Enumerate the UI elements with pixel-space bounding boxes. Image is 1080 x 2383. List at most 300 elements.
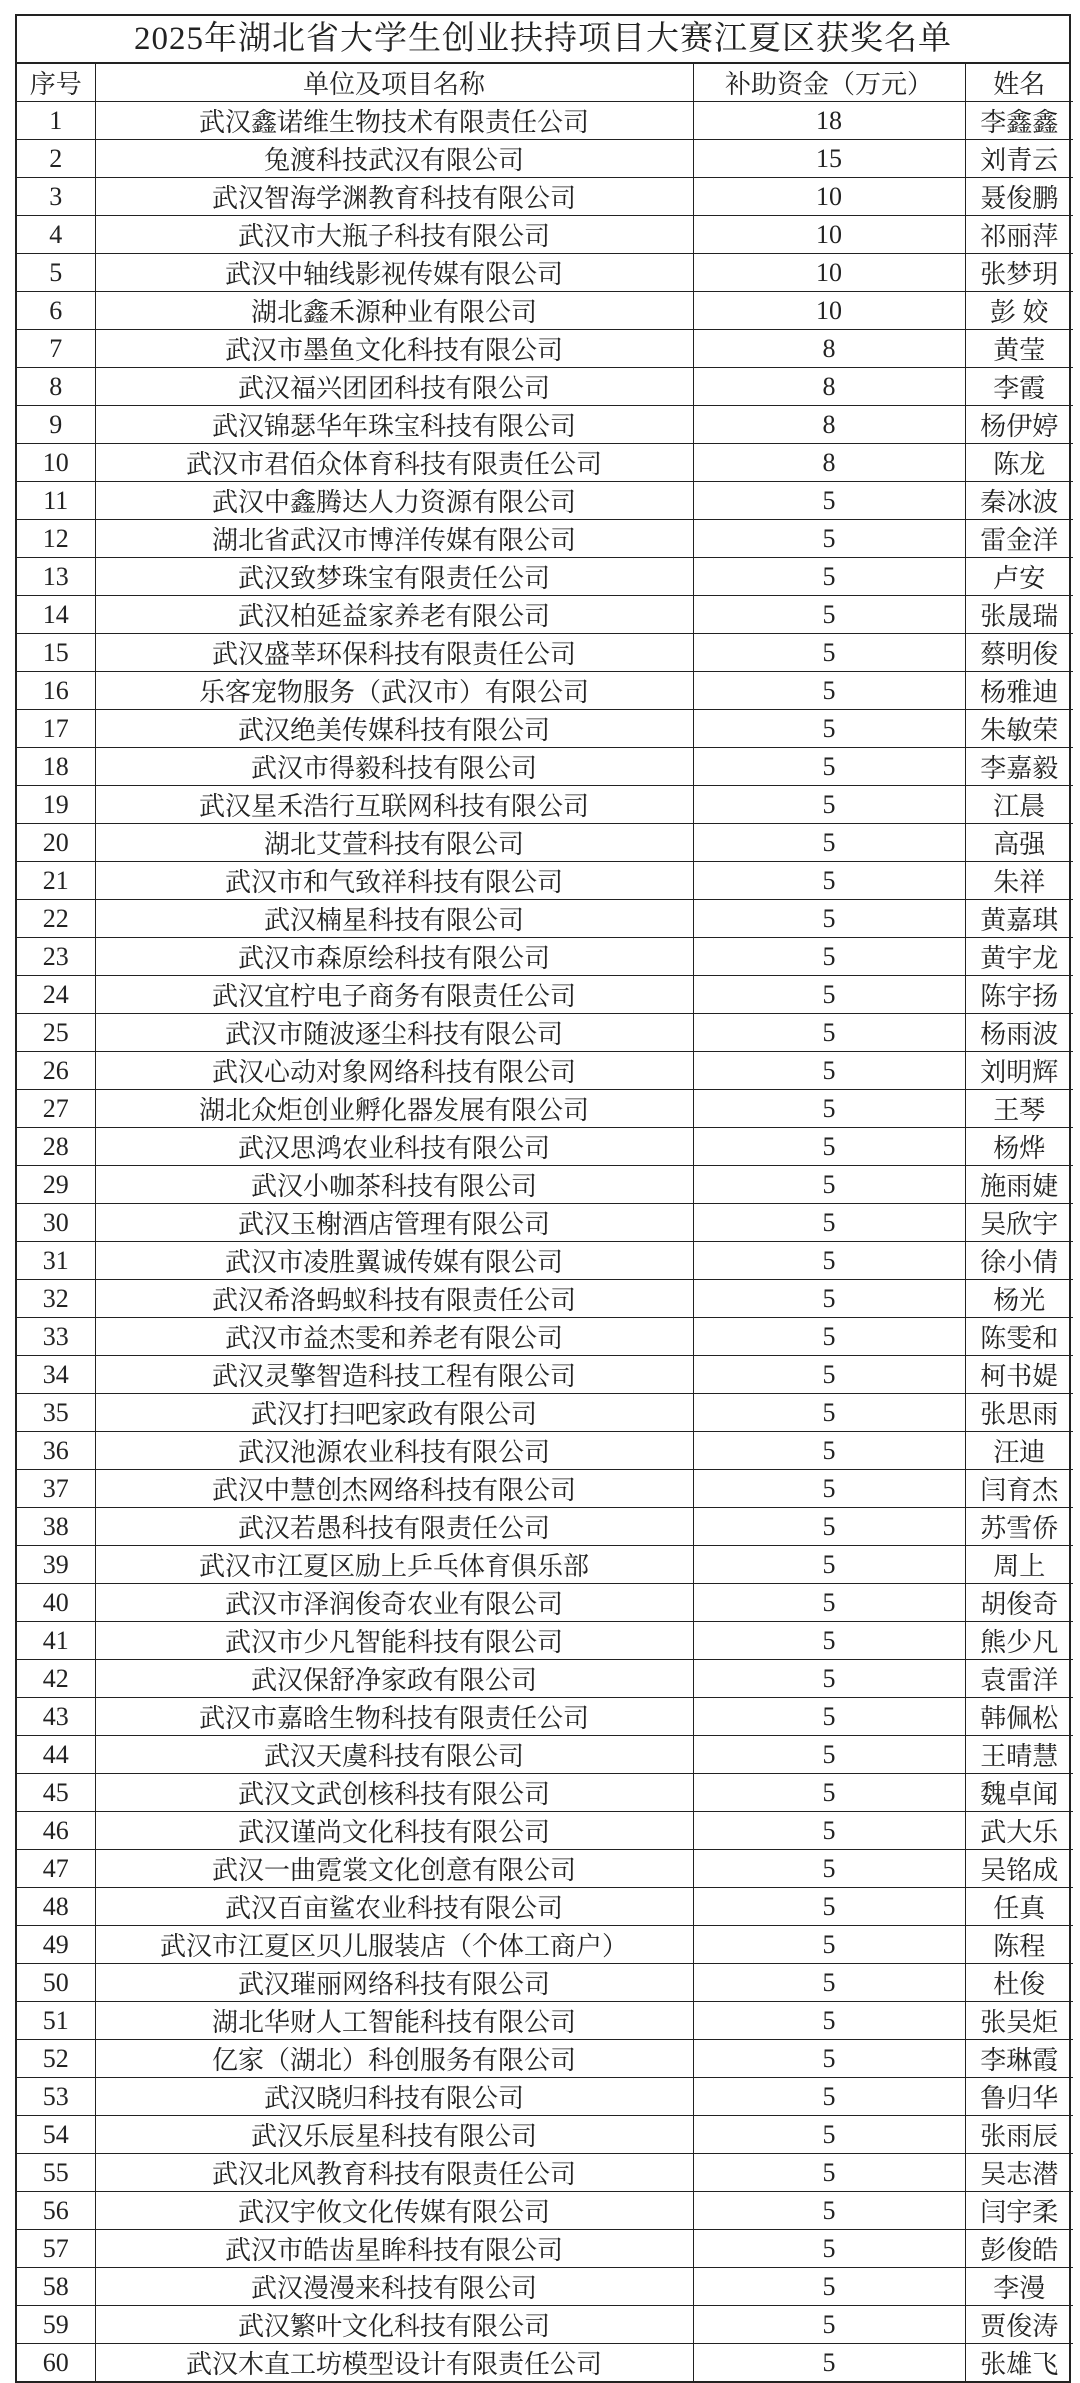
table-row: [17, 1318, 1073, 1356]
funding-amount: 5: [693, 748, 965, 786]
funding-amount: 5: [693, 1850, 965, 1888]
company-name: 湖北鑫禾源种业有限公司: [95, 292, 693, 330]
company-name: 武汉玉榭酒店管理有限公司: [95, 1204, 693, 1242]
person-name: 黄莹: [965, 330, 1073, 368]
funding-amount: 5: [693, 1128, 965, 1166]
table-row: [17, 178, 1073, 216]
company-name: 乐客宠物服务（武汉市）有限公司: [95, 672, 693, 710]
company-name: 武汉市江夏区贝儿服装店（个体工商户）: [95, 1926, 693, 1964]
row-index: 11: [17, 482, 95, 520]
row-index: 51: [17, 2002, 95, 2040]
funding-amount: 5: [693, 1812, 965, 1850]
person-name: 魏卓闻: [965, 1774, 1073, 1812]
funding-amount: 5: [693, 1052, 965, 1090]
table-row: [17, 482, 1073, 520]
table-row: [17, 330, 1073, 368]
person-name: 张雨辰: [965, 2116, 1073, 2154]
person-name: 贾俊涛: [965, 2306, 1073, 2344]
table-row: [17, 558, 1073, 596]
table-row: [17, 406, 1073, 444]
person-name: 雷金洋: [965, 520, 1073, 558]
company-name: 武汉福兴团团科技有限公司: [95, 368, 693, 406]
person-name: 陈龙: [965, 444, 1073, 482]
funding-amount: 15: [693, 140, 965, 178]
person-name: 闫育杰: [965, 1470, 1073, 1508]
company-name: 武汉市益杰雯和养老有限公司: [95, 1318, 693, 1356]
person-name: 柯书媞: [965, 1356, 1073, 1394]
company-name: 武汉楠星科技有限公司: [95, 900, 693, 938]
row-index: 40: [17, 1584, 95, 1622]
person-name: 袁雷洋: [965, 1660, 1073, 1698]
row-index: 36: [17, 1432, 95, 1470]
row-index: 15: [17, 634, 95, 672]
table-row: [17, 1546, 1073, 1584]
company-name: 湖北艾萱科技有限公司: [95, 824, 693, 862]
funding-amount: 10: [693, 292, 965, 330]
funding-amount: 10: [693, 216, 965, 254]
company-name: 武汉市随波逐尘科技有限公司: [95, 1014, 693, 1052]
row-index: 34: [17, 1356, 95, 1394]
company-name: 武汉盛莘环保科技有限责任公司: [95, 634, 693, 672]
row-index: 31: [17, 1242, 95, 1280]
table-row: [17, 1052, 1073, 1090]
table-row: [17, 1698, 1073, 1736]
row-index: 37: [17, 1470, 95, 1508]
funding-amount: 5: [693, 596, 965, 634]
funding-amount: 5: [693, 862, 965, 900]
person-name: 聂俊鹏: [965, 178, 1073, 216]
person-name: 张吴炬: [965, 2002, 1073, 2040]
person-name: 杨雨波: [965, 1014, 1073, 1052]
row-index: 22: [17, 900, 95, 938]
table-row: [17, 1128, 1073, 1166]
table-row: [17, 368, 1073, 406]
funding-amount: 8: [693, 330, 965, 368]
funding-amount: 5: [693, 1432, 965, 1470]
row-index: 1: [17, 102, 95, 140]
funding-amount: 5: [693, 1356, 965, 1394]
table-row: [17, 1850, 1073, 1888]
company-name: 武汉心动对象网络科技有限公司: [95, 1052, 693, 1090]
row-index: 7: [17, 330, 95, 368]
company-name: 武汉灵擎智造科技工程有限公司: [95, 1356, 693, 1394]
row-index: 60: [17, 2344, 95, 2382]
table-row: [17, 254, 1073, 292]
table-row: [17, 1812, 1073, 1850]
company-name: 武汉小咖茶科技有限公司: [95, 1166, 693, 1204]
row-index: 17: [17, 710, 95, 748]
funding-amount: 5: [693, 1204, 965, 1242]
table-row: [17, 1394, 1073, 1432]
row-index: 46: [17, 1812, 95, 1850]
table-row: [17, 1014, 1073, 1052]
funding-amount: 5: [693, 1546, 965, 1584]
person-name: 吴欣宇: [965, 1204, 1073, 1242]
row-index: 6: [17, 292, 95, 330]
company-name: 武汉致梦珠宝有限责任公司: [95, 558, 693, 596]
table-row: [17, 672, 1073, 710]
person-name: 李漫: [965, 2268, 1073, 2306]
person-name: 秦冰波: [965, 482, 1073, 520]
row-index: 39: [17, 1546, 95, 1584]
company-name: 武汉市得毅科技有限公司: [95, 748, 693, 786]
company-name: 武汉宜柠电子商务有限责任公司: [95, 976, 693, 1014]
row-index: 52: [17, 2040, 95, 2078]
person-name: 吴铭成: [965, 1850, 1073, 1888]
header-name: 姓名: [965, 64, 1073, 102]
company-name: 武汉保舒净家政有限公司: [95, 1660, 693, 1698]
company-name: 武汉市森原绘科技有限公司: [95, 938, 693, 976]
row-index: 10: [17, 444, 95, 482]
header-index: 序号: [17, 64, 95, 102]
funding-amount: 5: [693, 520, 965, 558]
row-index: 14: [17, 596, 95, 634]
table-row: [17, 1204, 1073, 1242]
company-name: 武汉绝美传媒科技有限公司: [95, 710, 693, 748]
row-index: 55: [17, 2154, 95, 2192]
company-name: 武汉漫漫来科技有限公司: [95, 2268, 693, 2306]
table-row: [17, 444, 1073, 482]
table-row: [17, 2078, 1073, 2116]
funding-amount: 5: [693, 938, 965, 976]
table-row: [17, 710, 1073, 748]
person-name: 刘青云: [965, 140, 1073, 178]
table-row: [17, 1356, 1073, 1394]
header-company: 单位及项目名称: [95, 64, 693, 102]
row-index: 8: [17, 368, 95, 406]
funding-amount: 8: [693, 444, 965, 482]
company-name: 武汉市皓齿星眸科技有限公司: [95, 2230, 693, 2268]
table-row: [17, 2002, 1073, 2040]
row-index: 44: [17, 1736, 95, 1774]
table-row: [17, 748, 1073, 786]
person-name: 李鑫鑫: [965, 102, 1073, 140]
person-name: 祁丽萍: [965, 216, 1073, 254]
company-name: 湖北省武汉市博洋传媒有限公司: [95, 520, 693, 558]
table-row: [17, 2154, 1073, 2192]
person-name: 陈宇扬: [965, 976, 1073, 1014]
row-index: 32: [17, 1280, 95, 1318]
table-row: [17, 1280, 1073, 1318]
company-name: 武汉市嘉晗生物科技有限责任公司: [95, 1698, 693, 1736]
row-index: 13: [17, 558, 95, 596]
row-index: 9: [17, 406, 95, 444]
company-name: 武汉市少凡智能科技有限公司: [95, 1622, 693, 1660]
company-name: 武汉市凌胜翼诚传媒有限公司: [95, 1242, 693, 1280]
person-name: 杜俊: [965, 1964, 1073, 2002]
funding-amount: 5: [693, 672, 965, 710]
funding-amount: 5: [693, 1698, 965, 1736]
company-name: 武汉中鑫腾达人力资源有限公司: [95, 482, 693, 520]
person-name: 闫宇柔: [965, 2192, 1073, 2230]
row-index: 21: [17, 862, 95, 900]
document-title: 2025年湖北省大学生创业扶持项目大赛江夏区获奖名单: [17, 16, 1069, 64]
table-row: [17, 292, 1073, 330]
company-name: 武汉中轴线影视传媒有限公司: [95, 254, 693, 292]
person-name: 陈雯和: [965, 1318, 1073, 1356]
person-name: 张梦玥: [965, 254, 1073, 292]
company-name: 武汉打扫吧家政有限公司: [95, 1394, 693, 1432]
table-row: [17, 786, 1073, 824]
person-name: 鲁归华: [965, 2078, 1073, 2116]
funding-amount: 5: [693, 2002, 965, 2040]
funding-amount: 5: [693, 1736, 965, 1774]
person-name: 王琴: [965, 1090, 1073, 1128]
company-name: 武汉木直工坊模型设计有限责任公司: [95, 2344, 693, 2382]
row-index: 30: [17, 1204, 95, 1242]
table-row: [17, 2040, 1073, 2078]
funding-amount: 5: [693, 1014, 965, 1052]
company-name: 武汉星禾浩行互联网科技有限公司: [95, 786, 693, 824]
table-row: [17, 2230, 1073, 2268]
row-index: 47: [17, 1850, 95, 1888]
table-row: [17, 2344, 1073, 2382]
table-row: [17, 520, 1073, 558]
table-row: [17, 216, 1073, 254]
person-name: 李嘉毅: [965, 748, 1073, 786]
row-index: 12: [17, 520, 95, 558]
person-name: 周上: [965, 1546, 1073, 1584]
table-row: [17, 976, 1073, 1014]
row-index: 27: [17, 1090, 95, 1128]
person-name: 张雄飞: [965, 2344, 1073, 2382]
company-name: 武汉天虞科技有限公司: [95, 1736, 693, 1774]
funding-amount: 5: [693, 1508, 965, 1546]
company-name: 武汉晓归科技有限公司: [95, 2078, 693, 2116]
row-index: 23: [17, 938, 95, 976]
row-index: 20: [17, 824, 95, 862]
company-name: 湖北华财人工智能科技有限公司: [95, 2002, 693, 2040]
person-name: 黄嘉琪: [965, 900, 1073, 938]
funding-amount: 5: [693, 1774, 965, 1812]
row-index: 35: [17, 1394, 95, 1432]
funding-amount: 5: [693, 1166, 965, 1204]
company-name: 武汉市君佰众体育科技有限责任公司: [95, 444, 693, 482]
funding-amount: 10: [693, 254, 965, 292]
header-funding: 补助资金（万元）: [693, 64, 965, 102]
company-name: 武汉乐辰星科技有限公司: [95, 2116, 693, 2154]
funding-amount: 5: [693, 2344, 965, 2382]
company-name: 武汉谨尚文化科技有限公司: [95, 1812, 693, 1850]
row-index: 5: [17, 254, 95, 292]
funding-amount: 18: [693, 102, 965, 140]
funding-amount: 5: [693, 900, 965, 938]
row-index: 57: [17, 2230, 95, 2268]
funding-amount: 5: [693, 1090, 965, 1128]
person-name: 卢安: [965, 558, 1073, 596]
row-index: 58: [17, 2268, 95, 2306]
award-list-table: [15, 14, 1071, 2383]
row-index: 54: [17, 2116, 95, 2154]
company-name: 武汉中慧创杰网络科技有限公司: [95, 1470, 693, 1508]
funding-amount: 8: [693, 368, 965, 406]
table-row: [17, 596, 1073, 634]
row-index: 16: [17, 672, 95, 710]
table-row: [17, 2116, 1073, 2154]
table-row: [17, 1926, 1073, 1964]
company-name: 武汉池源农业科技有限公司: [95, 1432, 693, 1470]
person-name: 苏雪侨: [965, 1508, 1073, 1546]
person-name: 蔡明俊: [965, 634, 1073, 672]
person-name: 李琳霞: [965, 2040, 1073, 2078]
funding-amount: 5: [693, 558, 965, 596]
table-row: [17, 140, 1073, 178]
company-name: 亿家（湖北）科创服务有限公司: [95, 2040, 693, 2078]
awards-table: [17, 64, 1073, 2381]
table-row: [17, 1888, 1073, 1926]
person-name: 汪迪: [965, 1432, 1073, 1470]
person-name: 刘明辉: [965, 1052, 1073, 1090]
person-name: 张思雨: [965, 1394, 1073, 1432]
company-name: 武汉智海学渊教育科技有限公司: [95, 178, 693, 216]
company-name: 武汉希洛蚂蚁科技有限责任公司: [95, 1280, 693, 1318]
row-index: 19: [17, 786, 95, 824]
company-name: 武汉宇攸文化传媒有限公司: [95, 2192, 693, 2230]
person-name: 杨烨: [965, 1128, 1073, 1166]
funding-amount: 5: [693, 2040, 965, 2078]
funding-amount: 5: [693, 1584, 965, 1622]
company-name: 武汉北风教育科技有限责任公司: [95, 2154, 693, 2192]
row-index: 3: [17, 178, 95, 216]
person-name: 陈程: [965, 1926, 1073, 1964]
funding-amount: 5: [693, 2230, 965, 2268]
row-index: 49: [17, 1926, 95, 1964]
row-index: 28: [17, 1128, 95, 1166]
company-name: 武汉若愚科技有限责任公司: [95, 1508, 693, 1546]
table-row: [17, 1584, 1073, 1622]
table-header-row: [17, 64, 1073, 102]
person-name: 施雨婕: [965, 1166, 1073, 1204]
table-row: [17, 1470, 1073, 1508]
funding-amount: 5: [693, 1318, 965, 1356]
row-index: 53: [17, 2078, 95, 2116]
funding-amount: 5: [693, 482, 965, 520]
row-index: 56: [17, 2192, 95, 2230]
table-row: [17, 2306, 1073, 2344]
company-name: 兔渡科技武汉有限公司: [95, 140, 693, 178]
person-name: 高强: [965, 824, 1073, 862]
funding-amount: 5: [693, 2116, 965, 2154]
table-row: [17, 1090, 1073, 1128]
table-row: [17, 1432, 1073, 1470]
person-name: 胡俊奇: [965, 1584, 1073, 1622]
person-name: 徐小倩: [965, 1242, 1073, 1280]
person-name: 杨光: [965, 1280, 1073, 1318]
row-index: 24: [17, 976, 95, 1014]
company-name: 武汉思鸿农业科技有限公司: [95, 1128, 693, 1166]
row-index: 26: [17, 1052, 95, 1090]
person-name: 李霞: [965, 368, 1073, 406]
table-row: [17, 824, 1073, 862]
company-name: 武汉繁叶文化科技有限公司: [95, 2306, 693, 2344]
table-row: [17, 900, 1073, 938]
row-index: 4: [17, 216, 95, 254]
funding-amount: 5: [693, 1242, 965, 1280]
row-index: 41: [17, 1622, 95, 1660]
funding-amount: 5: [693, 1964, 965, 2002]
table-row: [17, 1508, 1073, 1546]
row-index: 50: [17, 1964, 95, 2002]
person-name: 任真: [965, 1888, 1073, 1926]
funding-amount: 5: [693, 1888, 965, 1926]
funding-amount: 5: [693, 2154, 965, 2192]
company-name: 武汉市大瓶子科技有限公司: [95, 216, 693, 254]
row-index: 38: [17, 1508, 95, 1546]
company-name: 武汉文武创核科技有限公司: [95, 1774, 693, 1812]
row-index: 25: [17, 1014, 95, 1052]
row-index: 29: [17, 1166, 95, 1204]
table-row: [17, 1242, 1073, 1280]
person-name: 黄宇龙: [965, 938, 1073, 976]
funding-amount: 5: [693, 2078, 965, 2116]
person-name: 武大乐: [965, 1812, 1073, 1850]
funding-amount: 5: [693, 2306, 965, 2344]
company-name: 武汉百亩鲨农业科技有限公司: [95, 1888, 693, 1926]
funding-amount: 5: [693, 786, 965, 824]
person-name: 吴志潜: [965, 2154, 1073, 2192]
table-row: [17, 938, 1073, 976]
table-row: [17, 862, 1073, 900]
company-name: 武汉璀丽网络科技有限公司: [95, 1964, 693, 2002]
person-name: 杨雅迪: [965, 672, 1073, 710]
table-row: [17, 102, 1073, 140]
company-name: 武汉鑫诺维生物技术有限责任公司: [95, 102, 693, 140]
row-index: 2: [17, 140, 95, 178]
funding-amount: 5: [693, 2192, 965, 2230]
funding-amount: 8: [693, 406, 965, 444]
company-name: 武汉市泽润俊奇农业有限公司: [95, 1584, 693, 1622]
table-row: [17, 2268, 1073, 2306]
company-name: 武汉市江夏区励上乒乓体育俱乐部: [95, 1546, 693, 1584]
funding-amount: 5: [693, 634, 965, 672]
person-name: 张晟瑞: [965, 596, 1073, 634]
person-name: 朱敏荣: [965, 710, 1073, 748]
funding-amount: 5: [693, 976, 965, 1014]
person-name: 彭 姣: [965, 292, 1073, 330]
funding-amount: 5: [693, 824, 965, 862]
company-name: 武汉市墨鱼文化科技有限公司: [95, 330, 693, 368]
table-row: [17, 1622, 1073, 1660]
row-index: 42: [17, 1660, 95, 1698]
table-row: [17, 1660, 1073, 1698]
person-name: 江晨: [965, 786, 1073, 824]
table-row: [17, 1166, 1073, 1204]
table-row: [17, 634, 1073, 672]
row-index: 33: [17, 1318, 95, 1356]
row-index: 18: [17, 748, 95, 786]
company-name: 武汉一曲霓裳文化创意有限公司: [95, 1850, 693, 1888]
company-name: 武汉锦瑟华年珠宝科技有限公司: [95, 406, 693, 444]
person-name: 杨伊婷: [965, 406, 1073, 444]
row-index: 45: [17, 1774, 95, 1812]
funding-amount: 5: [693, 1926, 965, 1964]
funding-amount: 5: [693, 1394, 965, 1432]
company-name: 湖北众炬创业孵化器发展有限公司: [95, 1090, 693, 1128]
company-name: 武汉市和气致祥科技有限公司: [95, 862, 693, 900]
table-row: [17, 1774, 1073, 1812]
person-name: 熊少凡: [965, 1622, 1073, 1660]
funding-amount: 5: [693, 2268, 965, 2306]
table-row: [17, 1964, 1073, 2002]
table-row: [17, 2192, 1073, 2230]
table-row: [17, 1736, 1073, 1774]
row-index: 43: [17, 1698, 95, 1736]
funding-amount: 5: [693, 1470, 965, 1508]
row-index: 59: [17, 2306, 95, 2344]
funding-amount: 5: [693, 1622, 965, 1660]
funding-amount: 5: [693, 1660, 965, 1698]
person-name: 彭俊皓: [965, 2230, 1073, 2268]
